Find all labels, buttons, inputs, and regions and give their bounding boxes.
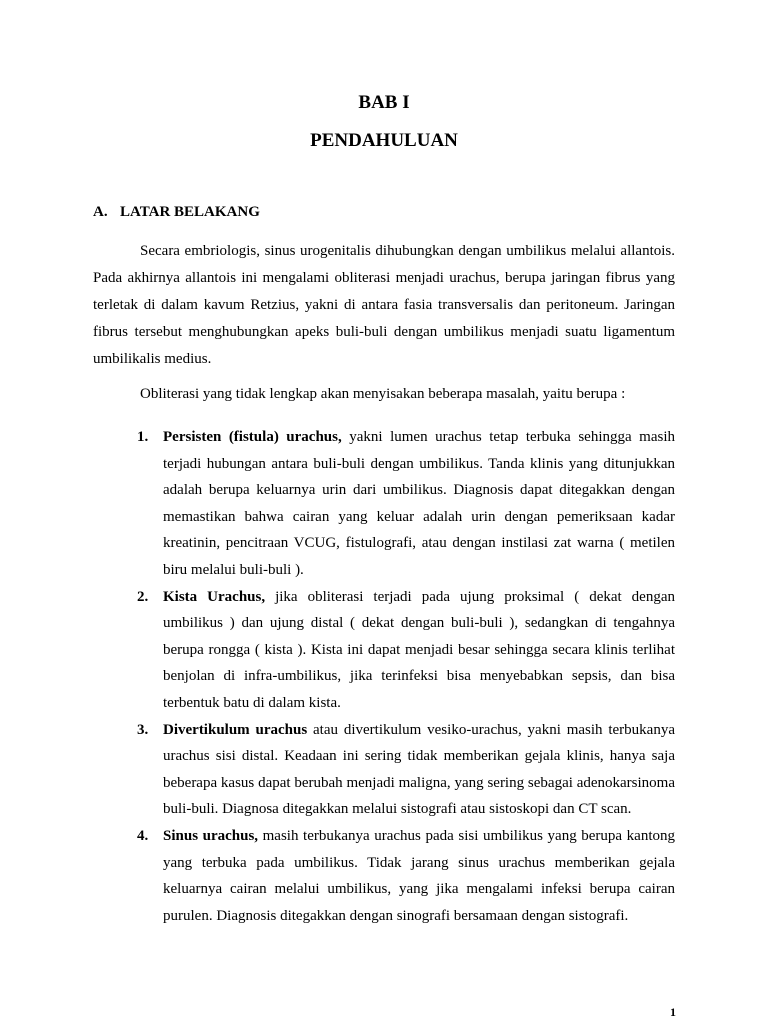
chapter-number: BAB I [358,92,410,113]
item-term: Sinus urachus, [163,827,259,844]
item-number: 1. [137,429,149,445]
list-intro: Obliterasi yang tidak lengkap akan menyisakan beberapa masalah, yaitu berupa : [140,386,626,402]
section-letter: A. [93,204,108,220]
list-item [137,424,675,584]
list-item [137,823,675,929]
section-title: LATAR BELAKANG [120,204,260,220]
list-item [137,717,675,823]
item-text: atau divertikulum vesiko-urachus, yakni masih terbukanya urachus sisi distal. Keadaan ini sering tidak memberikan gejala klinis, hanya saja beberapa kasus dapat berubah menjadi maligna, yang sering sebagai adenokarsinoma buli-buli. Diagnosa ditegakkan melalui sistografi atau sistoskopi dan CT scan. [163,721,675,818]
item-term: Divertikulum urachus [163,721,308,738]
paragraph-text: Secara embriologis, sinus urogenitalis dihubungkan dengan umbilikus melalui allantois. Pada akhirnya allantois ini mengalami obliterasi menjadi urachus, berupa jaringan fibrus yang terletak di dalam kavum Retzius, yakni di antara fasia transversalis dan peritoneum. Jaringan fibrus tersebut menghubungkan apeks buli-buli dengan umbilikus menjadi suatu ligamentum umbilikalis medius. [93,243,675,367]
list-item [137,584,675,717]
section-heading [93,204,260,221]
item-text: jika obliterasi terjadi pada ujung proksimal ( dekat dengan umbilikus ) dan ujung distal ( dekat dengan buli-buli ), sedangkan di tengahnya berupa rongga ( kista ). Kista ini dapat menjadi besar sehingga secara klinis terlihat benjolan di infra-umbilikus, jika terinfeksi bisa menyebabkan sepsis, dan bisa terbentuk batu di dalam kista. [163,588,675,711]
item-number: 2. [137,588,149,605]
item-term: Persisten (fistula) urachus, [163,429,342,445]
item-term: Kista Urachus, [163,588,266,605]
item-number: 4. [137,827,149,844]
numbered-list [137,424,675,929]
item-text: masih terbukanya urachus pada sisi umbilikus yang berupa kantong yang terbuka pada umbilikus. Tidak jarang sinus urachus memberikan gejala keluarnya cairan melalui umbilikus, yang jika mengalami infeksi berupa cairan purulen. Diagnosis ditegakkan dengan sinografi bersamaan dengan sistografi. [163,827,675,924]
page-number: 1 [670,1005,676,1019]
item-text: yakni lumen urachus tetap terbuka sehingga masih terjadi hubungan antara buli-buli dengan umbilikus. Tanda klinis yang ditunjukkan adalah berupa keluarnya urin dari umbilikus. Diagnosis dapat ditegakkan dengan memastikan bahwa cairan yang keluar adalah urin dengan pemeriksaan kadar kreatinin, pencitraan VCUG, fistulografi, atau dengan instilasi zat warna ( metilen biru melalui buli-buli ). [163,429,675,578]
chapter-title: PENDAHULUAN [310,130,458,151]
item-number: 3. [137,721,149,738]
body-paragraph [93,238,675,373]
